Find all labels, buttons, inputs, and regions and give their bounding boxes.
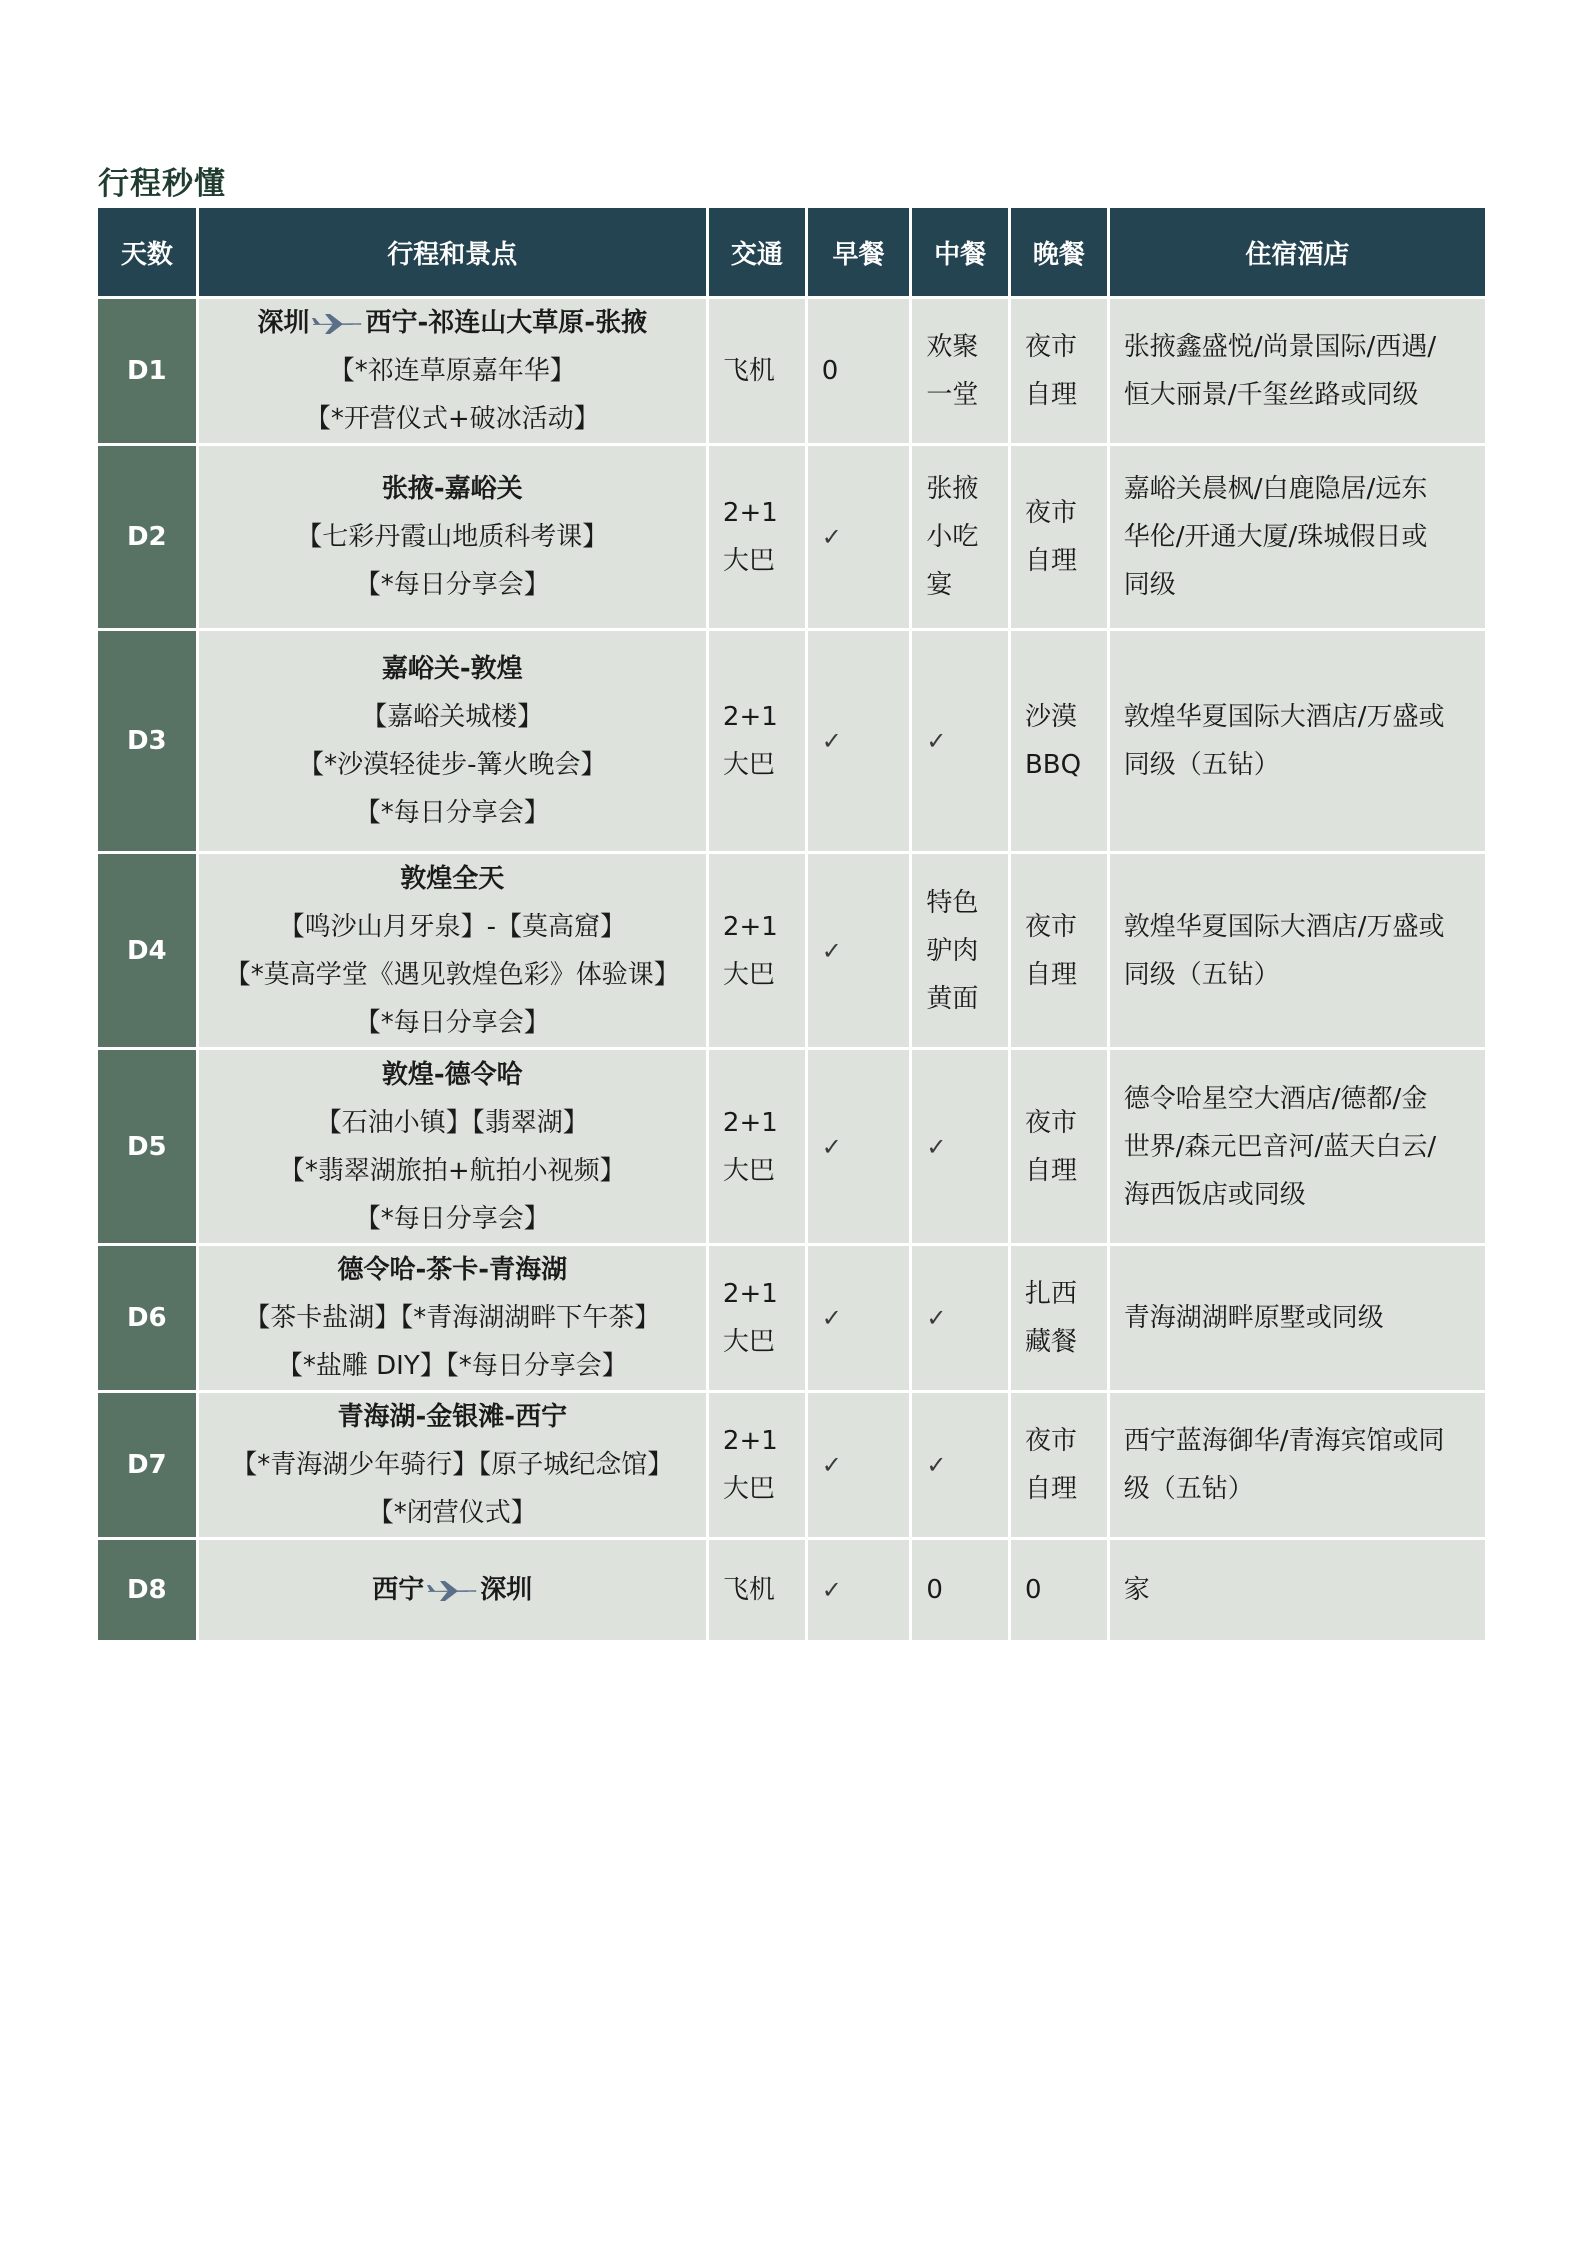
hotel-line: 嘉峪关晨枫/白鹿隐居/远东 [1123, 474, 1428, 504]
check-icon: ✓ [926, 1451, 947, 1479]
check-icon: ✓ [926, 1304, 947, 1332]
table-row [98, 1540, 1485, 1640]
route-title [199, 855, 706, 903]
route-activity: 【嘉峪关城楼】 [361, 702, 544, 732]
route-cell [199, 1246, 706, 1390]
route-activity: 【*盐雕 DIY】【*每日分享会】 [276, 1351, 628, 1381]
route-cell [199, 1050, 706, 1243]
transport-cell [709, 1540, 805, 1640]
hotel-line: 同级（五钻） [1123, 959, 1280, 990]
lunch-line: 特色 [926, 887, 979, 918]
hotel-line: 世界/森元巴音河/蓝天白云/ [1123, 1131, 1437, 1162]
airplane-icon [311, 312, 363, 336]
hotel-line: 张掖鑫盛悦/尚景国际/西遇/ [1123, 332, 1437, 362]
route-activity: 【*沙漠轻徒步-篝火晚会】 [298, 750, 607, 780]
transport-line: 2+1 [722, 1279, 778, 1309]
dinner-cell [1011, 1393, 1107, 1537]
dinner-line: 自理 [1024, 1474, 1077, 1504]
route-title-start: 深圳 [257, 308, 310, 338]
route-activity: 【*莫高学堂《遇见敦煌色彩》体验课】 [224, 959, 680, 990]
route-title-start: 嘉峪关-敦煌 [381, 654, 523, 684]
dinner-line: 沙漠 [1024, 702, 1077, 732]
hotel-cell [1110, 446, 1485, 628]
dinner-line: 自理 [1024, 959, 1077, 990]
transport-line: 2+1 [722, 1107, 778, 1138]
hotel-line: 华伦/开通大厦/珠城假日或 [1123, 522, 1428, 552]
hotel-line: 海西饭店或同级 [1123, 1179, 1306, 1210]
hotel-line: 青海湖湖畔原墅或同级 [1123, 1303, 1384, 1333]
route-activity: 【*每日分享会】 [354, 1007, 550, 1038]
transport-line: 大巴 [722, 1155, 775, 1186]
dinner-line: 夜市 [1024, 1426, 1077, 1456]
day-cell: D1 [98, 299, 196, 443]
breakfast-cell [808, 1540, 910, 1640]
route-activity: 【七彩丹霞山地质科考课】 [296, 522, 609, 552]
page-heading: 行程秒懂 [98, 166, 226, 202]
route-title [199, 465, 706, 513]
dinner-line: 夜市 [1024, 911, 1077, 942]
lunch-cell [912, 631, 1008, 851]
route-title [199, 645, 706, 693]
check-icon: ✓ [821, 936, 842, 965]
hotel-line: 西宁蓝海御华/青海宾馆或同 [1123, 1426, 1445, 1456]
dinner-cell [1011, 446, 1107, 628]
hotel-cell [1110, 1540, 1485, 1640]
transport-cell [709, 854, 805, 1047]
check-icon: ✓ [926, 727, 947, 755]
lunch-line: 欢聚 [926, 332, 979, 362]
hotel-cell [1110, 299, 1485, 443]
route-activity: 【*青海湖少年骑行】【原子城纪念馆】 [231, 1450, 674, 1480]
day-cell: D8 [98, 1540, 196, 1640]
column-header-lunch: 中餐 [912, 208, 1008, 296]
table-body [98, 299, 1485, 1640]
dinner-cell [1011, 1246, 1107, 1390]
route-activity: 【茶卡盐湖】【*青海湖湖畔下午茶】 [244, 1303, 661, 1333]
transport-line: 大巴 [722, 750, 775, 780]
route-title [199, 1246, 706, 1294]
lunch-line: 黄面 [926, 983, 979, 1014]
transport-line: 大巴 [722, 1474, 775, 1504]
route-title [199, 1566, 706, 1614]
route-cell [199, 1393, 706, 1537]
day-cell: D6 [98, 1246, 196, 1390]
dinner-cell [1011, 631, 1107, 851]
dinner-cell [1011, 1540, 1107, 1640]
breakfast-value: 0 [821, 356, 839, 386]
route-cell [199, 1540, 706, 1640]
route-title [199, 1051, 706, 1099]
hotel-line: 敦煌华夏国际大酒店/万盛或 [1123, 702, 1445, 732]
lunch-line: 宴 [926, 570, 953, 600]
dinner-cell [1011, 1050, 1107, 1243]
column-header-day: 天数 [98, 208, 196, 296]
hotel-cell [1110, 631, 1485, 851]
column-header-transport: 交通 [709, 208, 805, 296]
dinner-line: 自理 [1024, 1155, 1077, 1186]
route-activity: 【*闭营仪式】 [367, 1498, 537, 1528]
transport-line: 2+1 [722, 498, 778, 528]
transport-cell [709, 631, 805, 851]
route-activity: 【*开营仪式+破冰活动】 [304, 404, 600, 434]
route-cell [199, 854, 706, 1047]
breakfast-cell [808, 446, 910, 628]
hotel-cell [1110, 1050, 1485, 1243]
lunch-line: 一堂 [926, 380, 979, 410]
lunch-cell [912, 446, 1008, 628]
dinner-line: 夜市 [1024, 498, 1077, 528]
transport-line: 飞机 [722, 1575, 775, 1605]
transport-cell [709, 1393, 805, 1537]
lunch-cell [912, 299, 1008, 443]
route-title-end: 西宁-祁连山大草原-张掖 [365, 308, 648, 338]
route-cell [199, 299, 706, 443]
transport-cell [709, 299, 805, 443]
route-title [199, 1393, 706, 1441]
hotel-cell [1110, 1246, 1485, 1390]
transport-line: 大巴 [722, 959, 775, 990]
dinner-cell [1011, 299, 1107, 443]
transport-line: 大巴 [722, 546, 775, 576]
day-cell: D5 [98, 1050, 196, 1243]
day-cell: D7 [98, 1393, 196, 1537]
table-row [98, 631, 1485, 851]
route-title-start: 德令哈-茶卡-青海湖 [337, 1255, 568, 1285]
check-icon: ✓ [926, 1132, 947, 1161]
hotel-line: 家 [1123, 1575, 1150, 1605]
check-icon: ✓ [821, 1451, 842, 1479]
lunch-cell [912, 1050, 1008, 1243]
route-title-end: 深圳 [480, 1575, 533, 1605]
table-row [98, 1246, 1485, 1390]
lunch-line: 0 [926, 1575, 943, 1605]
transport-cell [709, 1050, 805, 1243]
day-cell: D2 [98, 446, 196, 628]
breakfast-cell [808, 631, 910, 851]
route-activity: 【*每日分享会】 [354, 1203, 550, 1234]
lunch-line: 张掖 [926, 474, 979, 504]
airplane-icon [426, 1579, 478, 1603]
dinner-line: BBQ [1024, 750, 1082, 780]
dinner-cell [1011, 854, 1107, 1047]
hotel-cell [1110, 854, 1485, 1047]
route-activity: 【鸣沙山月牙泉】-【莫高窟】 [278, 911, 626, 942]
table-header-row [98, 208, 1485, 296]
breakfast-cell [808, 1246, 910, 1390]
route-activity: 【石油小镇】【翡翠湖】 [315, 1107, 589, 1138]
column-header-hotel: 住宿酒店 [1110, 208, 1485, 296]
route-title-start: 西宁 [372, 1575, 425, 1605]
route-activity: 【*每日分享会】 [354, 570, 550, 600]
table-row [98, 1393, 1485, 1537]
transport-line: 大巴 [722, 1327, 775, 1357]
table-row [98, 299, 1485, 443]
day-cell: D4 [98, 854, 196, 1047]
dinner-line: 夜市 [1024, 332, 1077, 362]
hotel-line: 恒大丽景/千玺丝路或同级 [1123, 380, 1419, 410]
hotel-line: 同级 [1123, 570, 1176, 600]
lunch-line: 驴肉 [926, 935, 979, 966]
column-header-breakfast: 早餐 [808, 208, 910, 296]
column-header-route: 行程和景点 [199, 208, 706, 296]
column-header-dinner: 晚餐 [1011, 208, 1107, 296]
transport-line: 2+1 [722, 702, 778, 732]
route-title-start: 敦煌全天 [400, 863, 505, 894]
hotel-line: 德令哈星空大酒店/德都/金 [1123, 1083, 1428, 1114]
route-title [199, 299, 706, 347]
table-row [98, 446, 1485, 628]
breakfast-cell [808, 854, 910, 1047]
lunch-cell [912, 1393, 1008, 1537]
dinner-line: 自理 [1024, 546, 1077, 576]
table-row [98, 854, 1485, 1047]
check-icon: ✓ [821, 1132, 842, 1161]
route-activity: 【*祁连草原嘉年华】 [328, 356, 576, 386]
transport-line: 2+1 [722, 1426, 778, 1456]
check-icon: ✓ [821, 1304, 842, 1332]
dinner-line: 自理 [1024, 380, 1077, 410]
route-title-start: 青海湖-金银滩-西宁 [337, 1402, 568, 1432]
dinner-line: 夜市 [1024, 1107, 1077, 1138]
transport-line: 2+1 [722, 911, 778, 942]
route-title-start: 敦煌-德令哈 [381, 1059, 523, 1090]
route-title-start: 张掖-嘉峪关 [381, 474, 523, 504]
hotel-line: 级（五钻） [1123, 1474, 1254, 1504]
itinerary-table [95, 205, 1488, 1643]
route-cell [199, 446, 706, 628]
dinner-line: 扎西 [1024, 1279, 1077, 1309]
transport-cell [709, 446, 805, 628]
day-cell: D3 [98, 631, 196, 851]
transport-line: 飞机 [722, 356, 775, 386]
lunch-cell [912, 854, 1008, 1047]
breakfast-cell [808, 1393, 910, 1537]
hotel-cell [1110, 1393, 1485, 1537]
route-activity: 【*每日分享会】 [354, 798, 550, 828]
check-icon: ✓ [821, 1576, 842, 1604]
breakfast-cell [808, 1050, 910, 1243]
route-cell [199, 631, 706, 851]
route-activity: 【*翡翠湖旅拍+航拍小视频】 [278, 1155, 626, 1186]
hotel-line: 同级（五钻） [1123, 750, 1280, 780]
lunch-line: 小吃 [926, 522, 979, 552]
check-icon: ✓ [821, 523, 842, 551]
hotel-line: 敦煌华夏国际大酒店/万盛或 [1123, 911, 1445, 942]
breakfast-cell [808, 299, 910, 443]
lunch-cell [912, 1246, 1008, 1390]
table-row [98, 1050, 1485, 1243]
dinner-line: 0 [1024, 1575, 1042, 1605]
transport-cell [709, 1246, 805, 1390]
dinner-line: 藏餐 [1024, 1327, 1077, 1357]
lunch-cell [912, 1540, 1008, 1640]
check-icon: ✓ [821, 727, 842, 755]
